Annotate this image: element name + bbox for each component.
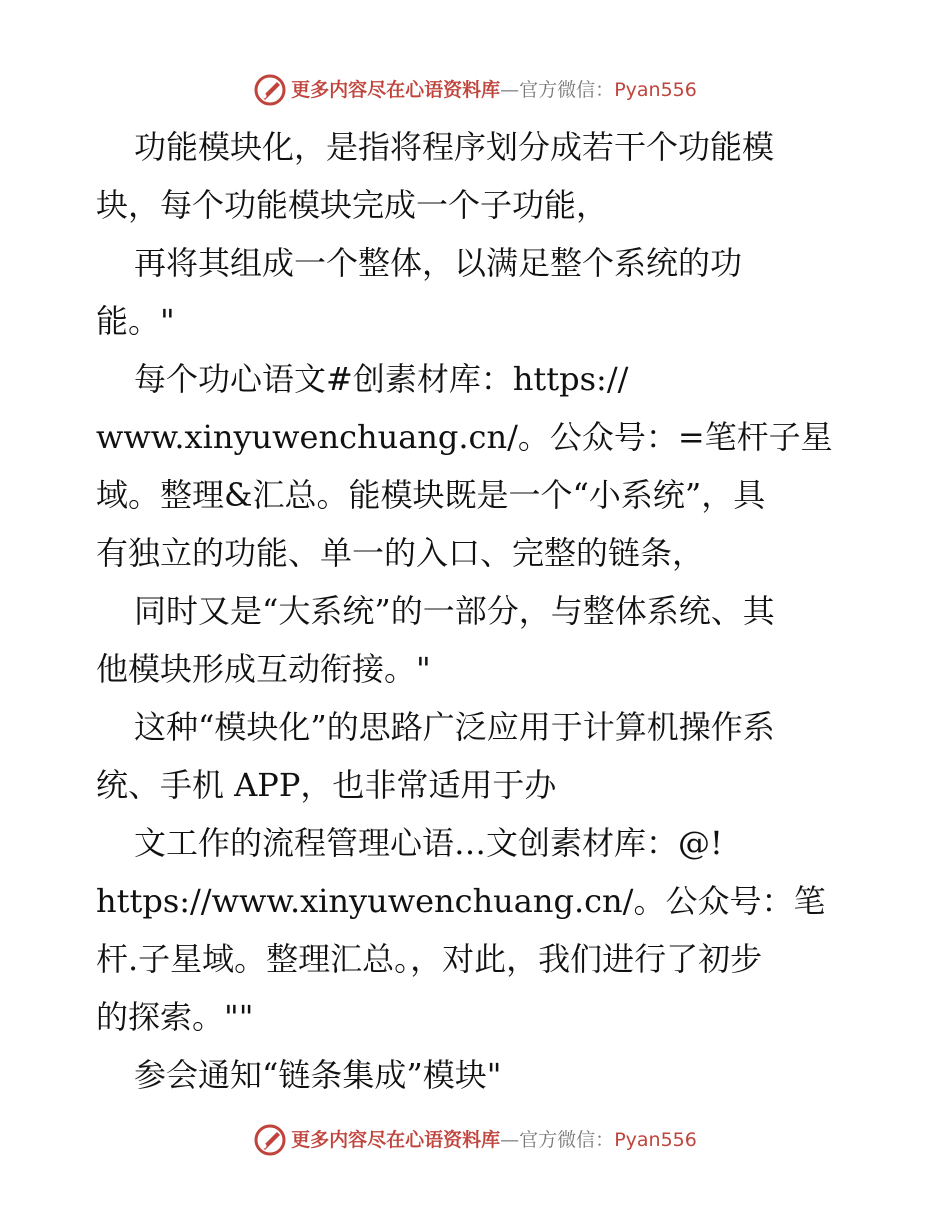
text-line: 杆.子星域。整理汇总。，对此，我们进行了初步 (96, 940, 763, 978)
banner-separator: — (500, 78, 520, 101)
footer-banner (0, 1120, 950, 1160)
text-line: 每个功心语文#创素材库：https:// (134, 360, 629, 398)
logo-icon (253, 1123, 287, 1157)
text-line: 的探索。"" (96, 998, 254, 1036)
banner-wechat-id: Pyan556 (614, 1128, 697, 1151)
text-line: www.xinyuwenchuang.cn/。公众号：=笔杆子星 (96, 418, 833, 456)
text-line: 块，每个功能模块完成一个子功能， (96, 186, 609, 224)
text-line: 文工作的流程管理心语…文创素材库：@! (134, 824, 723, 862)
banner-title: 更多内容尽在心语资料库 (291, 1128, 501, 1151)
text-line: 他模块形成互动衔接。" (96, 650, 431, 688)
banner-wechat-id: Pyan556 (614, 78, 697, 101)
text-line: 这种“模块化”的思路广泛应用于计算机操作系 (134, 708, 775, 746)
text-line: 参会通知“链条集成”模块" (134, 1056, 502, 1094)
text-line: 有独立的功能、单一的入口、完整的链条， (96, 534, 705, 572)
text-line: 域。整理&汇总。能模块既是一个“小系统”，具 (96, 476, 766, 514)
logo-icon (253, 73, 287, 107)
banner-title: 更多内容尽在心语资料库 (291, 78, 501, 101)
text-line: https://www.xinyuwenchuang.cn/。公众号：笔 (96, 882, 826, 920)
text-line: 统、手机 APP，也非常适用于办 (96, 766, 557, 804)
text-line: 能。" (96, 302, 175, 340)
text-line: 同时又是“大系统”的一部分，与整体系统、其 (134, 592, 775, 630)
text-line: 再将其组成一个整体，以满足整个系统的功 (134, 244, 743, 282)
banner-separator: — (500, 1128, 520, 1151)
banner-wechat-label: 官方微信： (519, 78, 615, 101)
header-banner (0, 70, 950, 110)
banner-wechat-label: 官方微信： (519, 1128, 615, 1151)
text-line: 功能模块化，是指将程序划分成若干个功能模 (134, 128, 775, 166)
document-body (96, 118, 866, 1104)
